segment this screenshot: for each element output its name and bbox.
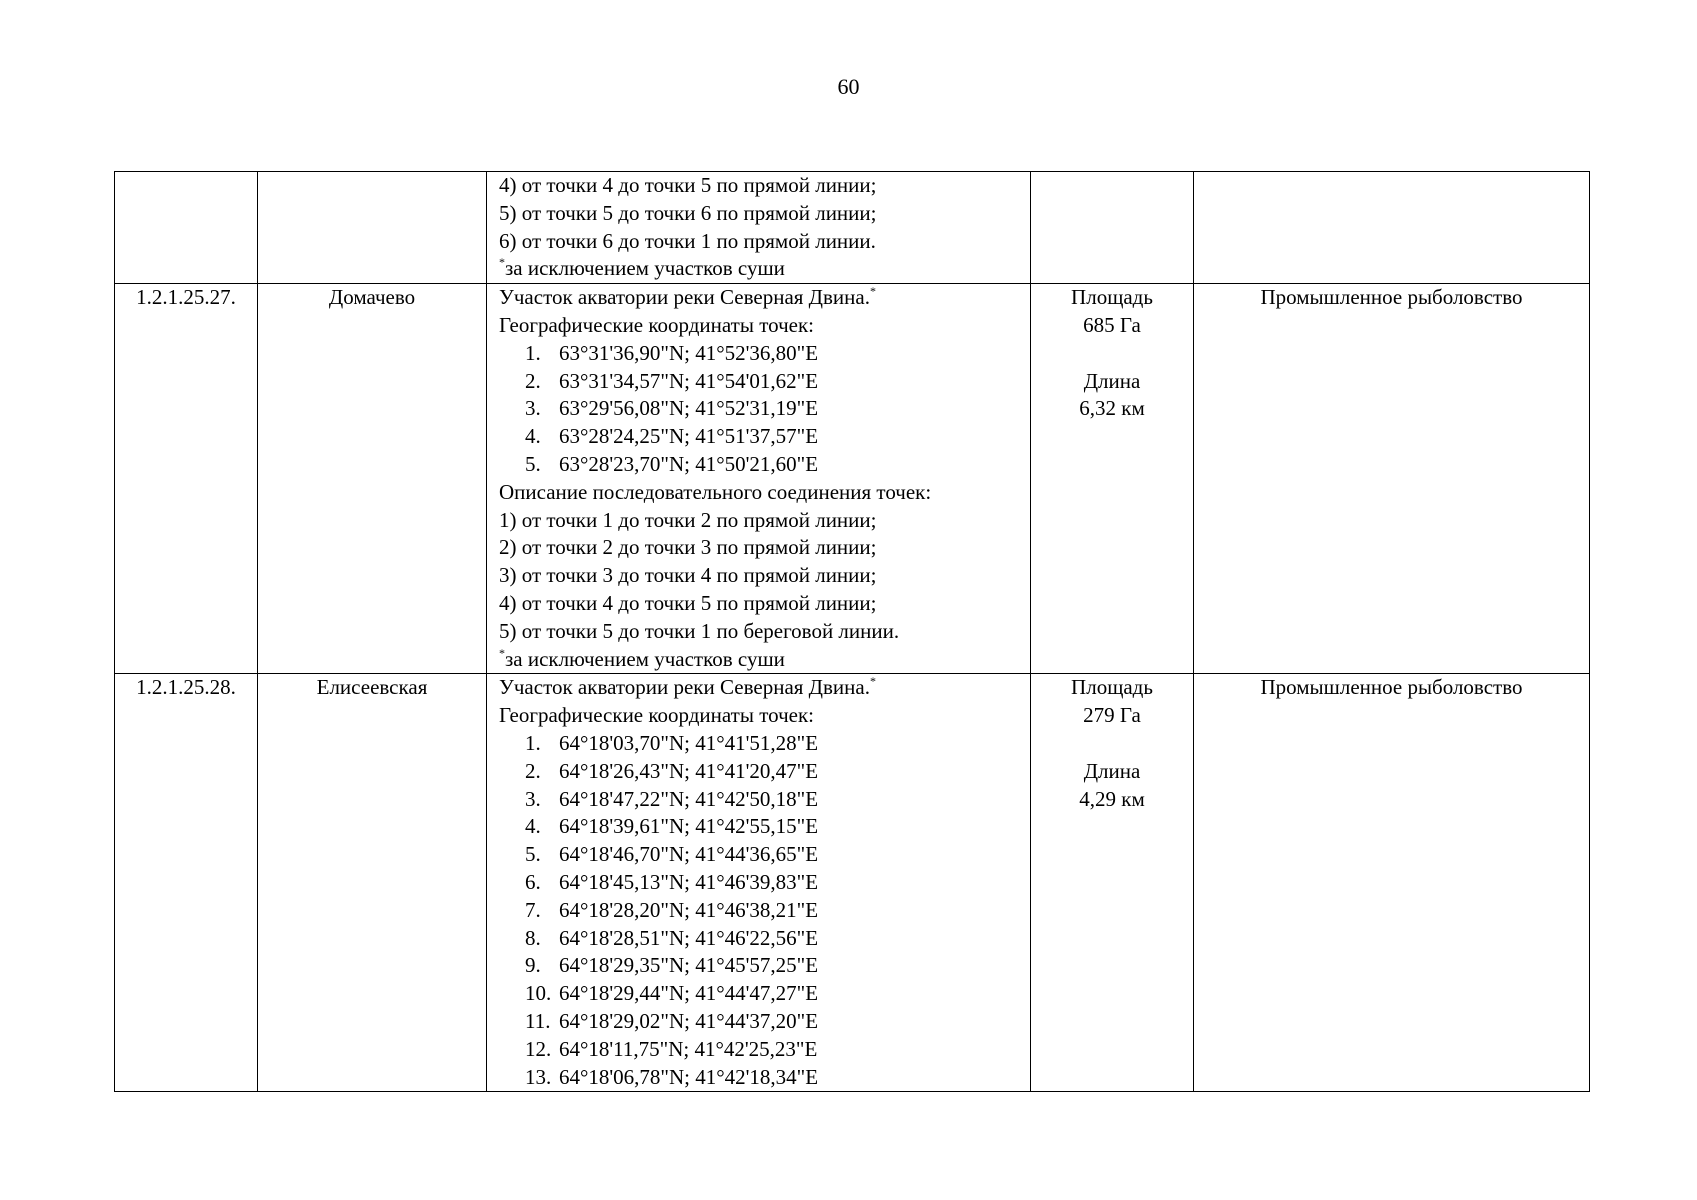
coordinate-item bbox=[499, 1008, 1018, 1036]
coordinate-item bbox=[499, 451, 1018, 479]
point-number: 3. bbox=[525, 786, 541, 811]
coordinate-item bbox=[499, 813, 1018, 841]
length-value: 6,32 км bbox=[1079, 396, 1145, 421]
point-coords: 64°18'26,43"N; 41°41'20,47"E bbox=[559, 758, 819, 783]
connection-line: 6) от точки 6 до точки 1 по прямой линии. bbox=[499, 228, 876, 253]
number-cell bbox=[115, 172, 258, 284]
point-number: 12. bbox=[525, 1036, 552, 1061]
description-cell bbox=[487, 674, 1031, 1092]
point-number: 7. bbox=[525, 897, 541, 922]
measure-cell bbox=[1031, 172, 1194, 284]
activity-type: Промышленное рыболовство bbox=[1194, 674, 1590, 1092]
description-cell bbox=[487, 172, 1031, 284]
point-coords: 63°28'23,70"N; 41°50'21,60"E bbox=[559, 451, 819, 476]
fishing-areas-table bbox=[114, 171, 1590, 1092]
connection-line: 2) от точки 2 до точки 3 по прямой линии; bbox=[499, 535, 877, 560]
coords-header: Географические координаты точек: bbox=[499, 312, 814, 337]
point-number: 5. bbox=[525, 451, 541, 476]
point-coords: 64°18'28,51"N; 41°46'22,56"E bbox=[559, 925, 819, 950]
point-number: 10. bbox=[525, 981, 552, 1006]
point-coords: 64°18'46,70"N; 41°44'36,65"E bbox=[559, 842, 819, 867]
footnote-line bbox=[499, 646, 1018, 674]
point-coords: 63°31'36,90"N; 41°52'36,80"E bbox=[559, 340, 819, 365]
coordinate-item bbox=[499, 925, 1018, 953]
row-number: 1.2.1.25.27. bbox=[115, 284, 258, 674]
length-value: 4,29 км bbox=[1079, 786, 1145, 811]
footnote-mark: * bbox=[499, 255, 505, 270]
connection-line: 4) от точки 4 до точки 5 по прямой линии; bbox=[499, 173, 877, 197]
length-label: Длина bbox=[1083, 758, 1141, 783]
footnote-text: за исключением участков суши bbox=[505, 256, 785, 281]
connection-line: 3) от точки 3 до точки 4 по прямой линии; bbox=[499, 563, 877, 588]
coordinate-item bbox=[499, 368, 1018, 396]
coordinate-item bbox=[499, 952, 1018, 980]
point-number: 1. bbox=[525, 340, 541, 365]
connection-line: 4) от точки 4 до точки 5 по прямой линии; bbox=[499, 590, 877, 615]
footnote-text: за исключением участков суши bbox=[505, 646, 785, 671]
point-coords: 63°29'56,08"N; 41°52'31,19"E bbox=[559, 396, 819, 421]
table-row bbox=[115, 674, 1590, 1092]
point-number: 3. bbox=[525, 396, 541, 421]
area-name: Домачево bbox=[258, 284, 487, 674]
coordinate-item bbox=[499, 841, 1018, 869]
intro-text: Участок акватории реки Северная Двина. bbox=[499, 285, 870, 310]
point-coords: 64°18'03,70"N; 41°41'51,28"E bbox=[559, 730, 819, 755]
point-number: 2. bbox=[525, 368, 541, 393]
name-cell bbox=[258, 172, 487, 284]
page-number: 60 bbox=[837, 74, 860, 99]
area-value: 279 Га bbox=[1083, 703, 1141, 728]
point-coords: 64°18'29,35"N; 41°45'57,25"E bbox=[559, 953, 819, 978]
point-number: 2. bbox=[525, 758, 541, 783]
coordinate-item bbox=[499, 423, 1018, 451]
measure-cell bbox=[1031, 284, 1194, 674]
measure-cell bbox=[1031, 674, 1194, 1092]
point-coords: 64°18'39,61"N; 41°42'55,15"E bbox=[559, 814, 819, 839]
intro-footnote-mark: * bbox=[869, 674, 876, 689]
length-label: Длина bbox=[1083, 368, 1141, 393]
coordinate-item bbox=[499, 1036, 1018, 1064]
connection-line: 5) от точки 5 до точки 1 по береговой линии. bbox=[499, 618, 900, 643]
footnote-mark: * bbox=[499, 645, 505, 660]
table-row bbox=[115, 284, 1590, 674]
description-cell bbox=[487, 284, 1031, 674]
point-number: 1. bbox=[525, 730, 541, 755]
coordinate-item bbox=[499, 897, 1018, 925]
coordinate-item bbox=[499, 869, 1018, 897]
intro-text: Участок акватории реки Северная Двина. bbox=[499, 675, 870, 700]
row-number: 1.2.1.25.28. bbox=[115, 674, 258, 1092]
point-coords: 63°31'34,57"N; 41°54'01,62"E bbox=[559, 368, 819, 393]
connection-line: 1) от точки 1 до точки 2 по прямой линии; bbox=[499, 507, 877, 532]
point-coords: 64°18'28,20"N; 41°46'38,21"E bbox=[559, 897, 819, 922]
connection-line: 5) от точки 5 до точки 6 по прямой линии; bbox=[499, 200, 877, 225]
point-number: 8. bbox=[525, 925, 541, 950]
point-coords: 64°18'06,78"N; 41°42'18,34"E bbox=[559, 1064, 819, 1089]
point-number: 11. bbox=[525, 1008, 551, 1033]
point-coords: 63°28'24,25"N; 41°51'37,57"E bbox=[559, 424, 819, 449]
point-number: 5. bbox=[525, 842, 541, 867]
coordinate-item bbox=[499, 786, 1018, 814]
area-value: 685 Га bbox=[1083, 312, 1141, 337]
area-name: Елисеевская bbox=[258, 674, 487, 1092]
point-number: 4. bbox=[525, 814, 541, 839]
point-coords: 64°18'11,75"N; 41°42'25,23"E bbox=[559, 1036, 818, 1061]
area-label: Площадь bbox=[1071, 285, 1153, 310]
activity-type: Промышленное рыболовство bbox=[1194, 284, 1590, 674]
point-coords: 64°18'29,44"N; 41°44'47,27"E bbox=[559, 981, 819, 1006]
coords-header: Географические координаты точек: bbox=[499, 703, 814, 728]
point-number: 9. bbox=[525, 953, 541, 978]
point-number: 6. bbox=[525, 869, 541, 894]
footnote-line bbox=[499, 255, 1018, 283]
point-number: 13. bbox=[525, 1064, 552, 1089]
area-label: Площадь bbox=[1071, 675, 1153, 700]
coordinate-item bbox=[499, 758, 1018, 786]
coordinate-item bbox=[499, 340, 1018, 368]
coordinate-item bbox=[499, 395, 1018, 423]
intro-footnote-mark: * bbox=[869, 284, 876, 299]
coordinate-item bbox=[499, 730, 1018, 758]
activity-cell bbox=[1194, 172, 1590, 284]
point-coords: 64°18'29,02"N; 41°44'37,20"E bbox=[559, 1008, 819, 1033]
point-number: 4. bbox=[525, 424, 541, 449]
connection-header: Описание последовательного соединения точек: bbox=[499, 479, 932, 504]
table-row-continuation bbox=[115, 172, 1590, 284]
coordinate-item bbox=[499, 1064, 1018, 1092]
point-coords: 64°18'45,13"N; 41°46'39,83"E bbox=[559, 869, 819, 894]
intro-line bbox=[499, 674, 1018, 702]
point-coords: 64°18'47,22"N; 41°42'50,18"E bbox=[559, 786, 819, 811]
coordinate-item bbox=[499, 980, 1018, 1008]
intro-line bbox=[499, 284, 1018, 312]
